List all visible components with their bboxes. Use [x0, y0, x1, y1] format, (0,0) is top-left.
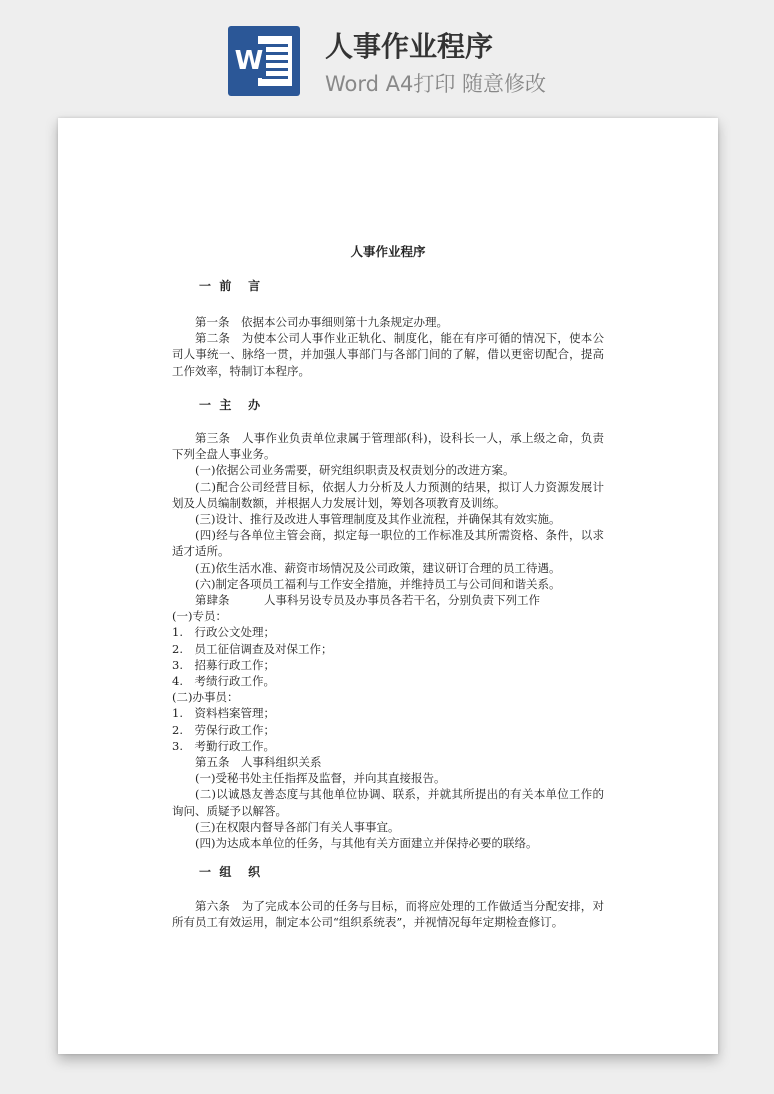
paragraph: (三)设计、推行及改进人事管理制度及其作业流程，并确保其有效实施。: [195, 512, 561, 527]
list-item: 2. 劳保行政工作；: [172, 722, 275, 737]
section-heading-organization: 一 组 织: [199, 865, 261, 879]
list-item: 1. 行政公文处理；: [172, 625, 275, 640]
paragraph: 第五条 人事科组织关系: [195, 755, 322, 770]
list-item: 3. 考勤行政工作。: [172, 738, 275, 753]
header: [0, 0, 774, 110]
page-title: 人事作业程序: [325, 30, 494, 63]
paragraph: (一)受秘书处主任指挥及监督，并向其直接报告。: [195, 771, 446, 786]
section-heading-organizer: 一 主 办: [199, 398, 261, 412]
paragraph: 第三条 人事作业负责单位隶属于管理部(科)，设科长一人，承上级之命，负责下列全盘人事业务。: [172, 431, 604, 462]
paragraph: (一)依据公司业务需要，研究组织职责及权责划分的改进方案。: [195, 463, 515, 478]
paragraph: (二)配合公司经营目标，依据人力分析及人力预测的结果，拟订人力资源发展计划及人员编制数额，并根据人力发展计划，筹划各项教育及训练。: [172, 479, 604, 510]
document-page: [58, 118, 718, 1054]
section-heading-preface: 一 前 言: [199, 279, 261, 293]
document-title: 人事作业程序: [350, 244, 426, 259]
list-item: 3. 招募行政工作；: [172, 657, 275, 672]
paragraph: 第肆条 人事科另设专员及办事员各若干名，分别负责下列工作: [195, 593, 540, 608]
list-item: 2. 员工征信调查及对保工作；: [172, 641, 333, 656]
section-body-organizer: [172, 430, 604, 851]
list-item: (二)办事员：: [172, 690, 239, 705]
paragraph: 第二条 为使本公司人事作业正轨化、制度化，能在有序可循的情况下，使本公司人事统一、脉络一贯，并加强人事部门与各部门间的了解，借以更密切配合，提高工作效率，特制订本程序。: [172, 331, 604, 378]
list-item: (一)专员：: [172, 609, 227, 624]
word-icon-letter: W: [232, 44, 266, 78]
paragraph: (四)为达成本单位的任务，与其他有关方面建立并保持必要的联络。: [195, 836, 538, 851]
list-item: 1. 资料档案管理；: [172, 706, 275, 721]
paragraph: (二)以诚恳友善态度与其他单位协调、联系，并就其所提出的有关本单位工作的询问、质疑予以解答。: [172, 787, 604, 818]
section-body-preface: [172, 314, 604, 379]
paragraph: (四)经与各单位主管会商，拟定每一职位的工作标准及其所需资格、条件，以求适才适所。: [172, 528, 604, 559]
page-subtitle: Word A4打印 随意修改: [325, 72, 547, 96]
paragraph: (五)依生活水准、薪资市场情况及公司政策，建议研订合理的员工待遇。: [195, 560, 561, 575]
word-icon: [228, 26, 300, 96]
list-item: 4. 考绩行政工作。: [172, 674, 275, 689]
paragraph: 第一条 依据本公司办事细则第十九条规定办理。: [195, 315, 448, 329]
paragraph: (六)制定各项员工福利与工作安全措施，并维持员工与公司间和谐关系。: [195, 576, 561, 591]
section-body-organization: [172, 898, 604, 930]
paragraph: (三)在权限内督导各部门有关人事事宜。: [195, 819, 400, 834]
paragraph: 第六条 为了完成本公司的任务与目标，而将应处理的工作做适当分配安排，对所有员工有效运用，制定本公司“组织系统表”，并视情况每年定期检查修订。: [172, 899, 604, 930]
